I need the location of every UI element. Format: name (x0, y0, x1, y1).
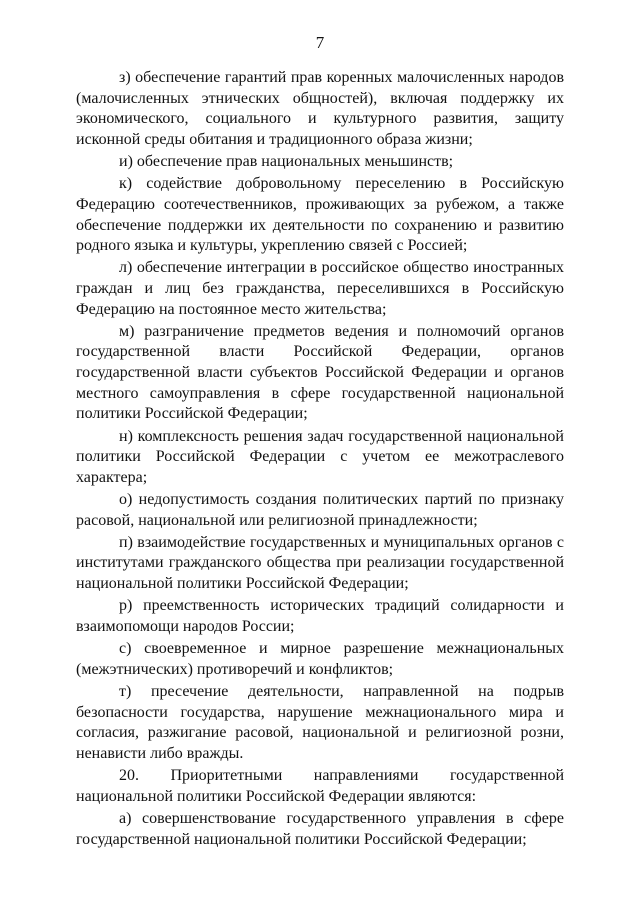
paragraph-o: о) недопустимость создания политических партий по признаку расовой, национальной или религиозной принадлежности; (76, 491, 564, 529)
paragraph-r: р) преемственность исторических традиций солидарности и взаимопомощи народов России; (76, 597, 564, 635)
paragraph-k: к) содействие добровольному переселению в Российскую Федерацию соотечественников, проживающих за рубежом, а также обеспечение поддержки их деятельности по сохранению и развитию родного языка и культуры, укреплению связей с Россией; (76, 175, 564, 255)
paragraph-p: п) взаимодействие государственных и муниципальных органов с институтами гражданского общества при реализации государственной национальной политики Российской Федерации; (76, 533, 564, 593)
paragraph-i: и) обеспечение прав национальных меньшинств; (119, 153, 454, 171)
paragraph-n: н) комплексность решения задач государственной национальной политики Российской Федерации с учетом ее межотраслевого характера; (76, 427, 564, 486)
page-number: 7 (315, 33, 325, 52)
paragraph-a: а) совершенствование государственного управления в сфере государственной национальной политики Российской Федерации; (76, 810, 564, 848)
document-body (76, 68, 564, 852)
paragraph-m: м) разграничение предметов ведения и полномочий органов государственной власти Российской Федерации, органов государственной власти субъектов Российской Федерации и органов местного самоуправления в сфере государственной национальной политики Российской Федерации; (76, 322, 564, 423)
paragraph-t: т) пресечение деятельности, направленной на подрыв безопасности государства, нарушение межнационального мира и согласия, разжигание расовой, национальной и религиозной розни, ненависти либо вражды. (76, 683, 564, 762)
paragraph-z: з) обеспечение гарантий прав коренных малочисленных народов (малочисленных этнических общностей), включая поддержку их экономического, социального и культурного развития, защиту исконной среды обитания и традиционного образа жизни; (76, 69, 564, 148)
paragraph-s: с) своевременное и мирное разрешение межнациональных (межэтнических) противоречий и конфликтов; (76, 640, 564, 678)
paragraph-section-20: 20. Приоритетными направлениями государственной национальной политики Российской Федерации являются: (76, 767, 564, 805)
paragraph-l: л) обеспечение интеграции в российское общество иностранных граждан и лиц без гражданства, переселившихся в Российскую Федерацию на постоянное место жительства; (76, 259, 564, 318)
